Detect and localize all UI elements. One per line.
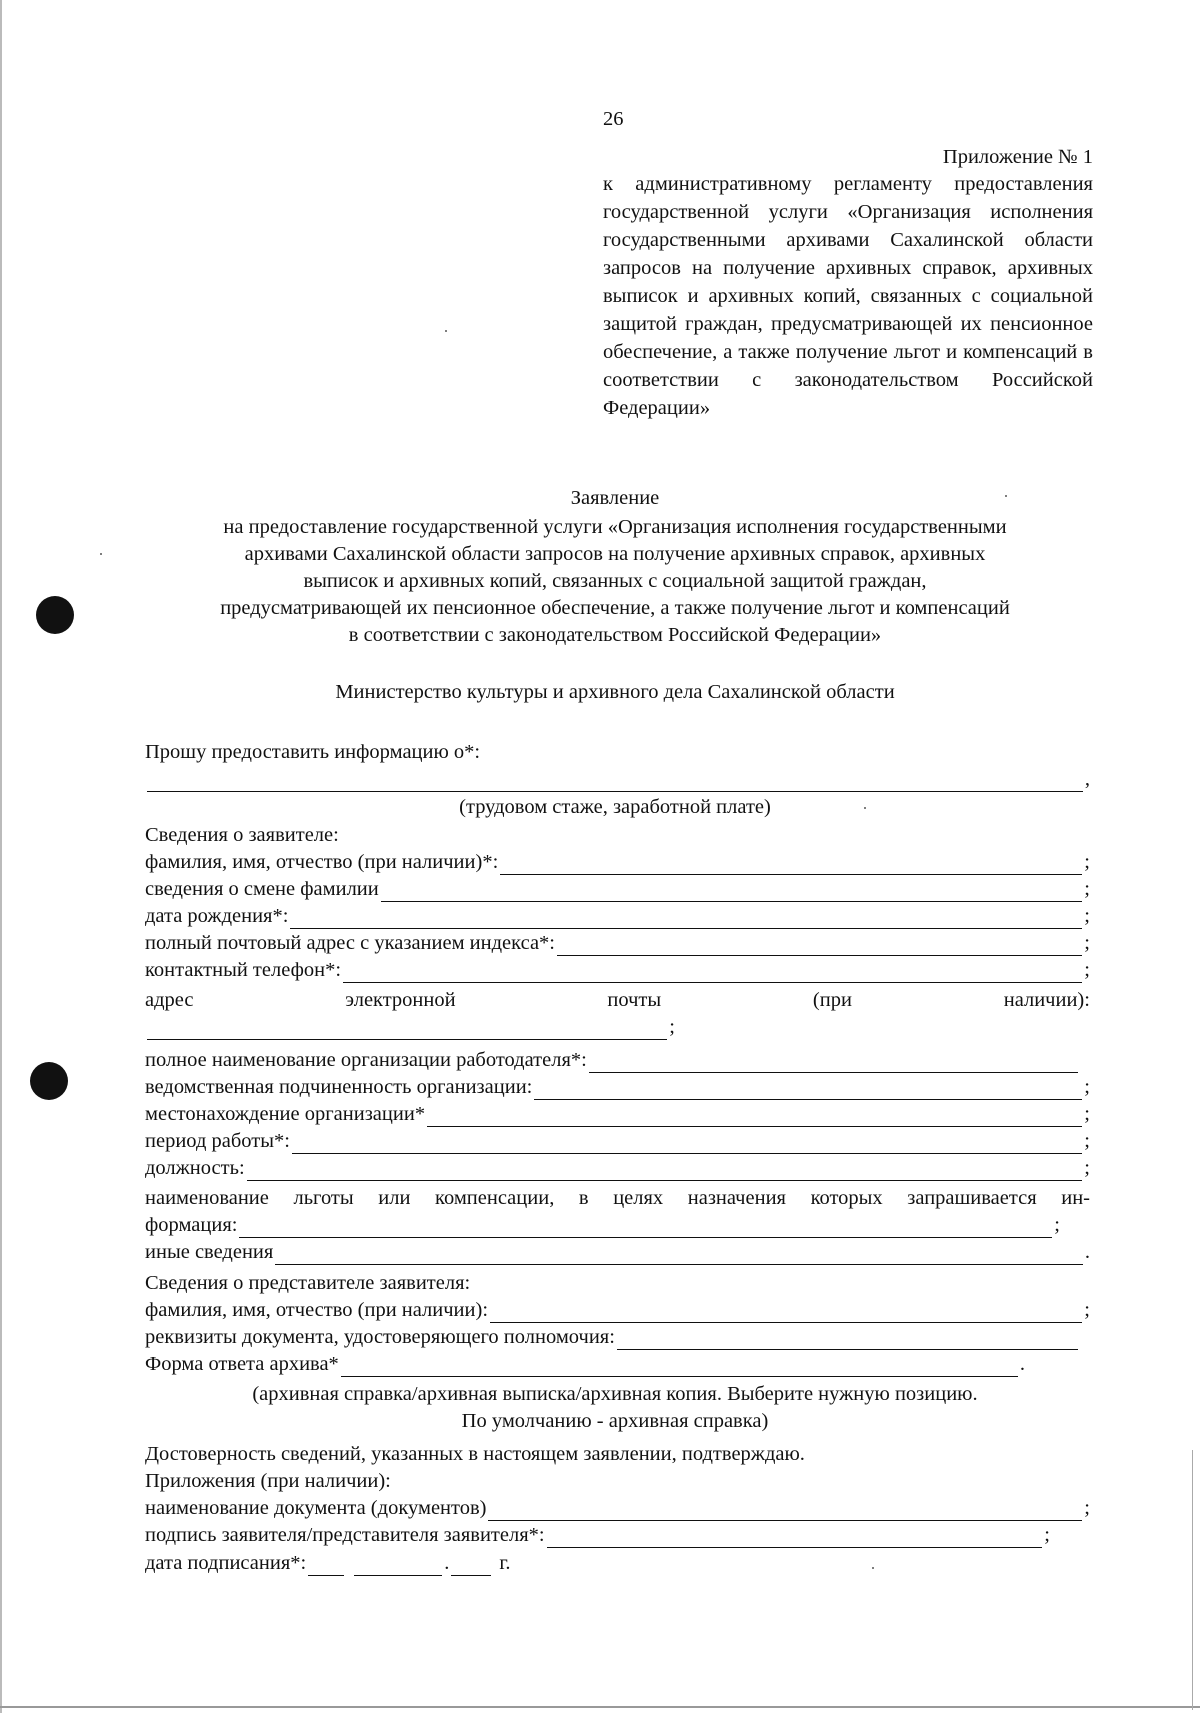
statement-title: Заявление [570,487,660,509]
org-location-label: местонахождение организации* [145,1103,426,1125]
work-period-field[interactable] [292,1133,1082,1154]
surname-change-label: сведения о смене фамилии [145,878,379,900]
phone-label: контактный телефон*: [145,959,342,981]
position-field[interactable] [247,1160,1083,1181]
employer-label: полное наименование организации работодателя*: [145,1049,587,1071]
email-field[interactable] [147,1019,667,1040]
other-info-label: иные сведения [145,1241,274,1263]
binder-hole-bottom [30,1062,68,1100]
birth-date-field[interactable] [290,908,1082,929]
subordination-row: ведомственная подчиненность организации: ; [145,1076,1090,1098]
sign-day-field[interactable] [308,1555,344,1576]
phone-row: контактный телефон*: ; [145,959,1090,981]
doc-name-field[interactable] [488,1500,1082,1521]
phone-field[interactable] [343,962,1082,983]
birth-date-label: дата рождения*: [145,905,289,927]
scan-speck [872,1567,874,1569]
confirm-text: Достоверность сведений, указанных в настоящем заявлении, подтверждаю. [145,1443,805,1465]
signature-label: подпись заявителя/представителя заявителя*: [145,1524,545,1546]
email-row: ; [145,1014,675,1040]
position-row: должность: ; [145,1157,1090,1179]
rep-fio-field[interactable] [490,1302,1082,1323]
answer-form-hint: По умолчанию - архивная справка) [461,1410,769,1432]
email-label-word: электронной [345,989,456,1011]
scan-speck [445,330,447,332]
address-label: полный почтовый адрес с указанием индекса*: [145,932,555,954]
answer-form-field[interactable] [341,1356,1018,1377]
email-label-word: почты [607,989,662,1011]
answer-form-row: Форма ответа архива* . [145,1353,1025,1375]
org-location-field[interactable] [427,1106,1082,1127]
address-field[interactable] [557,935,1082,956]
employer-row [145,1047,1080,1073]
statement-subtitle-line: предусматривающей их пенсионное обеспечение, а также получение льгот и компенсаций [220,597,1010,619]
scan-speck [100,553,102,555]
work-period-row: период работы*: ; [145,1130,1090,1152]
annex-text: к административному регламенту предоставления государственной услуги «Организация исполнения государственными архивами Сахалинской области запросов на получение архивных справок, архивных выписок и архивных копий, связанных с социальной защитой граждан, предусматривающей их пенсионное обеспечение, а также получение льгот и компенсаций в соответствии с законодательством Российской Федерации» [603,173,1093,419]
statement-subtitle-line: выписок и архивных копий, связанных с социальной защитой граждан, [303,570,927,592]
org-location-row: местонахождение организации* ; [145,1103,1090,1125]
statement-subtitle-line: в соответствии с законодательством Российской Федерации» [348,624,882,646]
subordination-label: ведомственная подчиненность организации: [145,1076,533,1098]
email-label-word: (при [812,989,852,1011]
rep-document-row [145,1324,1080,1350]
attachments-label: Приложения (при наличии): [145,1470,391,1492]
page-number: 26 [603,108,624,130]
answer-form-hint: (архивная справка/архивная выписка/архивная копия. Выберите нужную позицию. [252,1383,978,1405]
statement-subtitle-line: архивами Сахалинской области запросов на получение архивных справок, архивных [244,543,986,565]
request-label: Прошу предоставить информацию о*: [145,741,481,763]
position-label: должность: [145,1157,245,1179]
signature-row: подпись заявителя/представителя заявителя*: ; [145,1524,1050,1546]
sign-year-field[interactable] [451,1555,491,1576]
other-info-row: иные сведения . [145,1241,1090,1263]
benefit-row: формация: ; [145,1214,1060,1236]
scan-edge-left [0,0,2,1713]
doc-name-label: наименование документа (документов) [145,1497,487,1519]
rep-document-field[interactable] [617,1329,1078,1350]
subordination-field[interactable] [534,1079,1082,1100]
representative-header: Сведения о представителе заявителя: [145,1272,471,1294]
surname-change-field[interactable] [381,881,1083,902]
sign-month-field[interactable] [354,1555,442,1576]
rep-fio-label: фамилия, имя, отчество (при наличии): [145,1299,489,1321]
ministry-name: Министерство культуры и архивного дела Сахалинской области [335,681,895,703]
request-field[interactable] [147,771,1083,792]
answer-form-label: Форма ответа архива* [145,1353,339,1375]
surname-change-row: сведения о смене фамилии ; [145,878,1090,900]
address-row: полный почтовый адрес с указанием индекса*: ; [145,932,1090,954]
benefit-label: наименование льготы или компенсации, в целях назначения которых запрашивается ин- [145,1187,1090,1209]
signature-field[interactable] [547,1527,1043,1548]
birth-date-row: дата рождения*: ; [145,905,1090,927]
email-label-word: адрес [145,989,194,1011]
sign-date-row: дата подписания*: . г. [145,1552,511,1574]
request-row: , [145,766,1090,792]
request-hint: (трудовом стаже, заработной плате) [459,796,771,818]
fio-field[interactable] [500,854,1082,875]
email-label-row [145,987,1090,1013]
fio-label: фамилия, имя, отчество (при наличии)*: [145,851,499,873]
annex-title: Приложение № 1 [942,146,1093,168]
doc-name-row: наименование документа (документов) ; [145,1497,1090,1519]
sign-date-label: дата подписания*: [145,1552,307,1574]
other-info-field[interactable] [275,1244,1083,1265]
scan-edge-bottom [0,1706,1200,1708]
scan-edge-right [1192,1450,1193,1710]
rep-document-label: реквизиты документа, удостоверяющего полномочия: [145,1326,615,1348]
statement-subtitle-line: на предоставление государственной услуги «Организация исполнения государственными [223,516,1007,538]
employer-field[interactable] [589,1052,1078,1073]
rep-fio-row: фамилия, имя, отчество (при наличии): ; [145,1299,1090,1321]
benefit-label-end: формация: [145,1214,238,1236]
fio-row: фамилия, имя, отчество (при наличии)*: ; [145,851,1090,873]
email-label-word: наличии): [1003,989,1090,1011]
binder-hole-top [36,596,74,634]
benefit-field[interactable] [239,1217,1052,1238]
applicant-header: Сведения о заявителе: [145,824,339,846]
work-period-label: период работы*: [145,1130,290,1152]
